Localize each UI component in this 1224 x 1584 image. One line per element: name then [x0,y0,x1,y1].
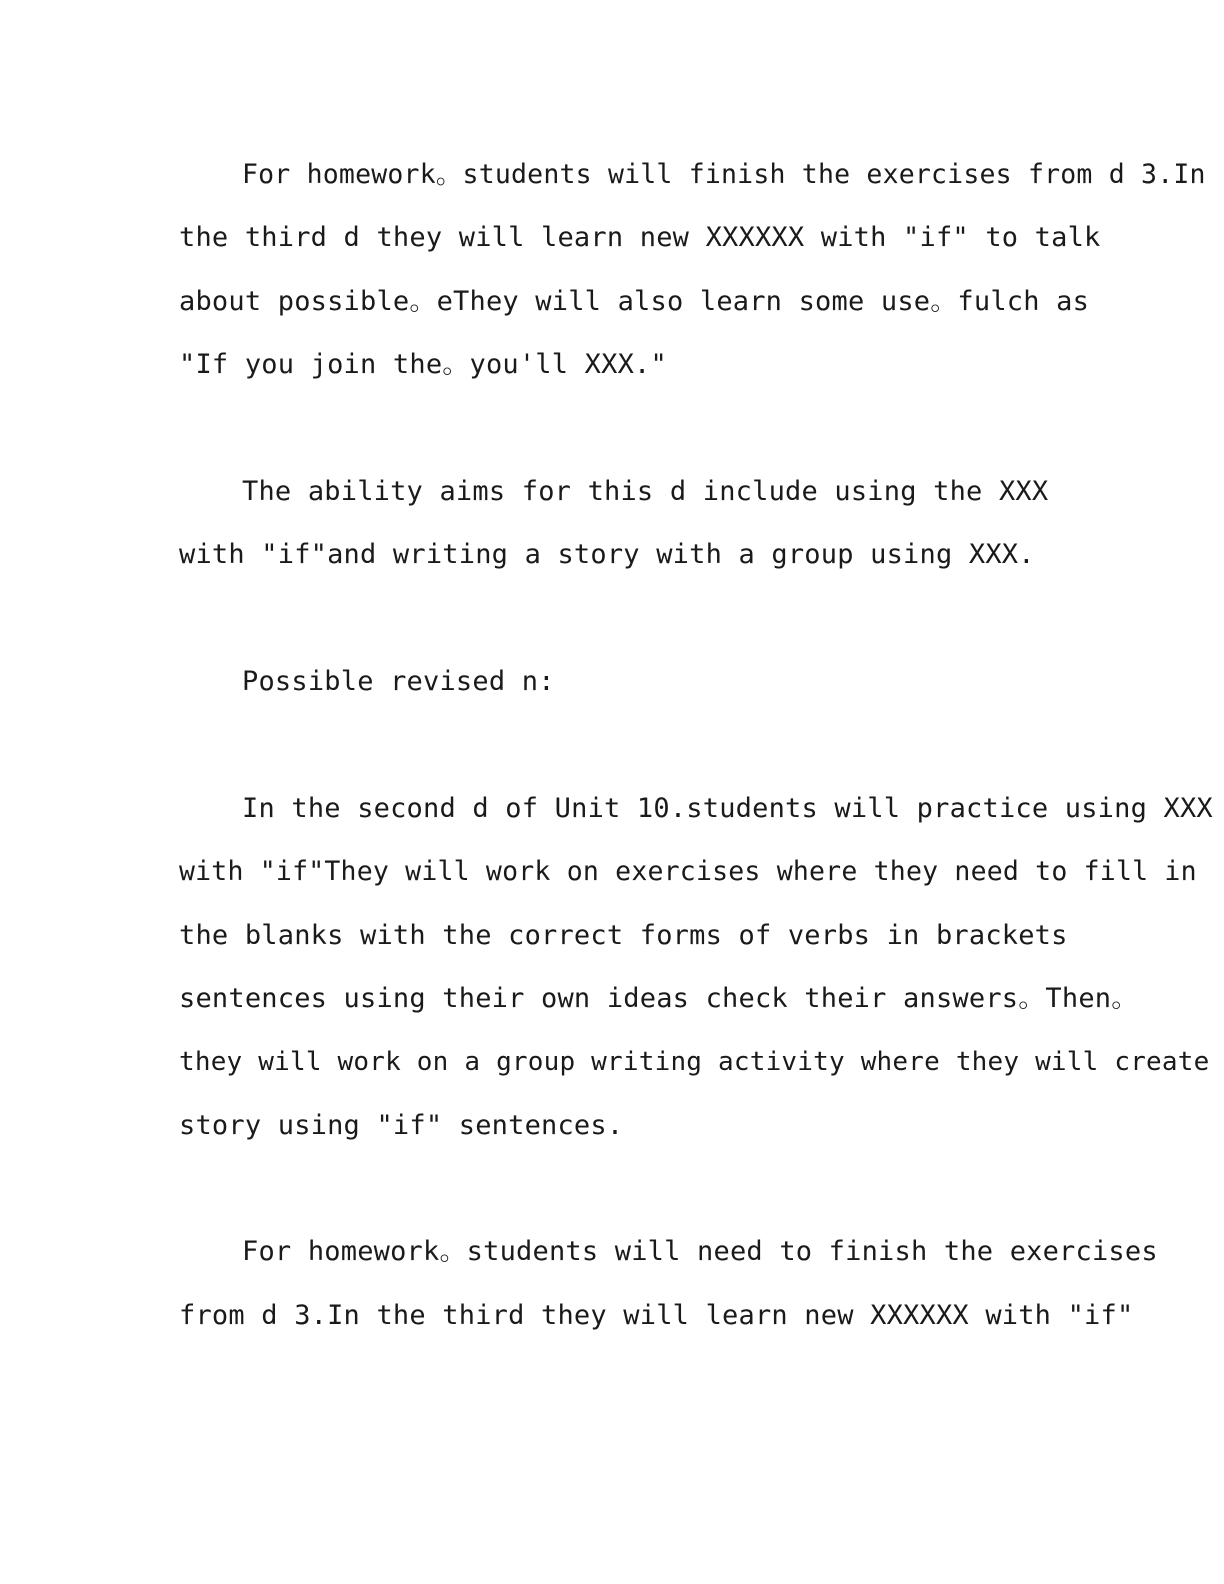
paragraph-4-line-1: In the second d of Unit 10.students will practice using XXX [242,793,1213,824]
paragraph-4-line-4: sentences using their own ideas check their answers。Then。 [179,983,1139,1014]
paragraph-1-line-1: For homework。students will finish the exercises from d 3.In [242,159,1206,190]
paragraph-4-line-5: they will work on a group writing activity where they will create [179,1047,1210,1077]
paragraph-1-line-3: about possible。eThey will also learn some use。fulch as [179,286,1090,317]
paragraph-4-line-2: with "if"They will work on exercises where they need to fill in [179,856,1197,887]
paragraph-2-line-1: The ability aims for this d include using the XXX [242,476,1049,507]
paragraph-1-line-2: the third d they will learn new XXXXXX with "if" to talk [179,222,1101,253]
paragraph-4-line-6: story using "if" sentences. [179,1110,624,1141]
paragraph-3-line-1: Possible revised n: [242,666,555,697]
paragraph-1-line-4: "If you join the。you'll XXX." [179,349,667,380]
paragraph-2-line-2: with "if"and writing a story with a group using XXX. [179,539,1035,570]
paragraph-5-line-2: from d 3.In the third they will learn new XXXXXX with "if" [179,1300,1134,1331]
paragraph-4-line-3: the blanks with the correct forms of verbs in brackets [179,920,1068,951]
paragraph-5-line-1: For homework。students will need to finish the exercises [242,1236,1158,1267]
